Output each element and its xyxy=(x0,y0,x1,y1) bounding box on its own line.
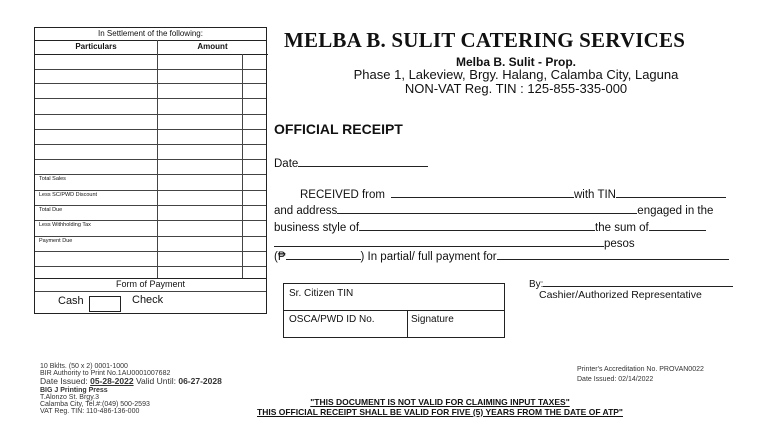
footer-printer-address: T.Alonzo St. Brgy.3 xyxy=(40,394,100,401)
settlement-header: In Settlement of the following: xyxy=(35,28,266,41)
signature-field[interactable] xyxy=(543,278,733,287)
column-particulars: Particulars xyxy=(35,40,157,55)
table-row xyxy=(35,205,266,206)
table-row xyxy=(35,251,266,252)
cents-divider xyxy=(242,54,243,278)
address-field[interactable] xyxy=(337,202,637,214)
sr-citizen-tin-label: Sr. Citizen TIN xyxy=(289,288,354,299)
receipt-title: OFFICIAL RECEIPT xyxy=(274,121,403,137)
row-total-due: Total Due xyxy=(39,207,63,213)
table-row xyxy=(35,291,266,292)
footer-accreditation: Printer's Accreditation No. PROVAN0022 xyxy=(577,366,704,373)
payment-line xyxy=(274,248,729,263)
by-label: By: xyxy=(529,279,544,290)
table-row xyxy=(35,129,266,130)
sum-of-label: the sum of xyxy=(595,222,649,234)
business-style-field[interactable] xyxy=(359,219,595,231)
footer-bir-authority: BIR Authority to Print No.1AU0001007682 xyxy=(40,370,171,377)
date-label: Date xyxy=(274,158,299,170)
tin-field[interactable] xyxy=(616,186,726,198)
form-of-payment-label: Form of Payment xyxy=(115,279,186,289)
received-line xyxy=(274,186,726,201)
cash-label: Cash xyxy=(58,295,84,307)
disclaimer-input-taxes: "THIS DOCUMENT IS NOT VALID FOR CLAIMING INPUT TAXES" xyxy=(310,397,570,407)
peso-open: (₱ xyxy=(274,251,286,263)
business-address: Phase 1, Lakeview, Brgy. Halang, Calamba City, Laguna xyxy=(353,67,679,82)
table-row xyxy=(35,98,266,99)
amount-words-field[interactable] xyxy=(274,235,604,247)
business-style-label: business style of xyxy=(274,222,360,234)
cash-checkbox[interactable] xyxy=(89,296,121,312)
address-line xyxy=(274,202,713,217)
sum-of-field[interactable] xyxy=(649,219,706,231)
date-field[interactable] xyxy=(298,155,428,167)
table-row xyxy=(35,266,266,267)
osca-id-label: OSCA/PWD ID No. xyxy=(289,314,375,325)
box-divider xyxy=(284,310,504,311)
check-label: Check xyxy=(132,294,164,306)
settlement-table xyxy=(34,27,267,314)
table-row xyxy=(35,83,266,84)
disclaimer-validity: THIS OFFICIAL RECEIPT SHALL BE VALID FOR FIVE (5) YEARS FROM THE DATE OF ATP" xyxy=(257,407,623,417)
signature-label: Signature xyxy=(411,314,454,325)
engaged-label: engaged in the xyxy=(637,205,714,217)
footer-printer: BIG J Printing Press xyxy=(40,387,108,394)
partial-payment-label: ) In partial/ full payment for xyxy=(360,251,497,263)
row-less-discount: Less SC/PWD Discount xyxy=(39,192,98,198)
table-row xyxy=(35,114,266,115)
proprietor: Melba B. Sulit - Prop. xyxy=(455,55,576,69)
senior-citizen-box xyxy=(283,283,505,338)
valid-until-label: Valid Until: xyxy=(135,376,176,386)
business-tin: NON-VAT Reg. TIN : 125-855-335-000 xyxy=(404,81,628,96)
issued-date: 05-28-2022 xyxy=(90,376,134,386)
row-total-sales: Total Sales xyxy=(39,176,66,182)
valid-until-date: 06-27-2028 xyxy=(178,376,222,386)
footer-printer-tin: VAT Reg. TIN: 110-486-136-000 xyxy=(40,408,140,415)
amount-field[interactable] xyxy=(286,248,361,260)
address-label: and address xyxy=(274,205,338,217)
business-name: MELBA B. SULIT CATERING SERVICES xyxy=(284,28,686,52)
footer-accreditation-date: Date Issued: 02/14/2022 xyxy=(577,376,654,383)
issued-label: Date Issued: xyxy=(40,376,88,386)
business-style-line xyxy=(274,219,706,234)
footer-date-issued xyxy=(40,377,222,386)
table-row xyxy=(35,174,266,175)
row-less-withholding: Less Withholding Tax xyxy=(39,222,91,228)
cashier-label: Cashier/Authorized Representative xyxy=(539,289,702,301)
with-tin-label: with TIN xyxy=(574,189,616,201)
payment-for-field[interactable] xyxy=(497,248,729,260)
row-payment-due: Payment Due xyxy=(39,238,73,244)
box-divider xyxy=(407,310,408,338)
received-from-label: RECEIVED from xyxy=(300,189,385,201)
date-line xyxy=(274,155,428,170)
table-row xyxy=(35,159,266,160)
footer-booklets: 10 Bklts. (50 x 2) 0001-1000 xyxy=(40,363,128,370)
column-amount: Amount xyxy=(157,40,268,55)
footer-printer-city: Calamba City, Tel.#:(049) 500-2593 xyxy=(40,401,150,408)
table-row xyxy=(35,144,266,145)
received-from-field[interactable] xyxy=(391,186,574,198)
table-row xyxy=(35,69,266,70)
pesos-label: pesos xyxy=(604,238,635,250)
